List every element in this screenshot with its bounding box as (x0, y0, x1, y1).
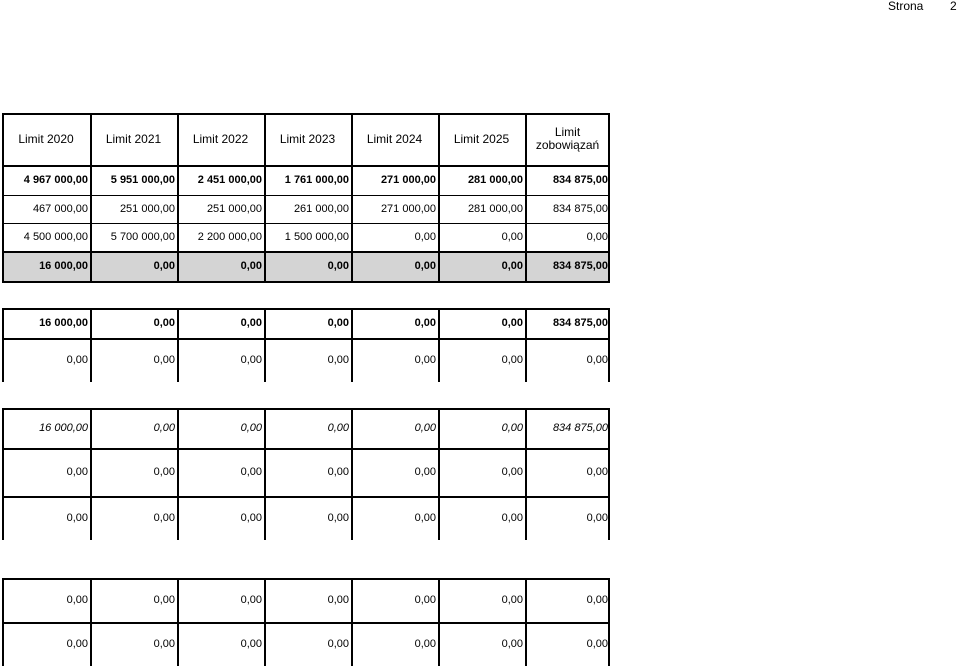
table-cell: 0,00 (327, 594, 349, 606)
table-cell: 834 875,00 (552, 174, 608, 186)
column-divider (90, 113, 92, 281)
table-cell: 0,00 (240, 594, 262, 606)
table-cell: 16 000,00 (39, 260, 88, 272)
table-cell: 0,00 (501, 512, 523, 524)
table-cell: 0,00 (501, 231, 523, 243)
table-cell: 0,00 (501, 260, 523, 272)
table-cell: 261 000,00 (293, 203, 349, 215)
table-cell: 0,00 (586, 638, 608, 650)
row-divider (2, 195, 610, 196)
table-cell: 281 000,00 (467, 174, 523, 186)
row-divider (2, 251, 610, 253)
table-cell: 0,00 (414, 594, 436, 606)
table-cell: 0,00 (414, 638, 436, 650)
table-cell: 0,00 (240, 512, 262, 524)
table-cell: 0,00 (586, 466, 608, 478)
table-cell: 834 875,00 (552, 317, 608, 329)
table-cell: 0,00 (327, 422, 349, 434)
column-divider (351, 113, 353, 281)
table-row (2, 496, 610, 540)
column-divider (438, 113, 440, 281)
column-divider (2, 113, 4, 281)
row-divider (2, 223, 610, 224)
row-divider (2, 448, 610, 450)
column-divider (90, 308, 92, 382)
column-divider (2, 408, 4, 540)
table-cell: 0,00 (414, 231, 436, 243)
column-divider (90, 408, 92, 540)
table-cell: 0,00 (153, 466, 175, 478)
column-divider (608, 308, 610, 382)
table-cell: 0,00 (66, 638, 88, 650)
table-cell: 0,00 (66, 512, 88, 524)
table-cell: 0,00 (153, 317, 175, 329)
table-row (2, 622, 610, 666)
table-cell: 0,00 (501, 354, 523, 366)
table-cell: 251 000,00 (119, 203, 175, 215)
table-cell: 0,00 (66, 594, 88, 606)
table-row (2, 223, 610, 251)
table-cell: 1 500 000,00 (284, 231, 349, 243)
row-divider (2, 622, 610, 624)
column-divider (264, 408, 266, 540)
table-cell: 16 000,00 (39, 317, 88, 329)
table-cell: 271 000,00 (380, 174, 436, 186)
table-header-row (2, 113, 610, 165)
column-header-line: Limit (554, 125, 581, 139)
column-divider (525, 113, 527, 281)
row-divider (2, 165, 610, 167)
row-divider (2, 496, 610, 498)
table-cell: 0,00 (153, 422, 175, 434)
column-divider (177, 408, 179, 540)
column-divider (2, 308, 4, 382)
table-cell: 467 000,00 (32, 203, 88, 215)
row-divider (2, 408, 610, 410)
page-label: Strona (888, 0, 924, 13)
table-cell: 251 000,00 (206, 203, 262, 215)
table-cell: 834 875,00 (552, 203, 608, 215)
column-divider (351, 408, 353, 540)
table-cell: 0,00 (327, 317, 349, 329)
page-number: 2 (950, 0, 957, 13)
column-header: Limit 2021 (105, 132, 162, 146)
table-cell: 0,00 (501, 317, 523, 329)
column-divider (264, 113, 266, 281)
table-cell: 1 761 000,00 (284, 174, 349, 186)
column-divider (177, 113, 179, 281)
table-cell: 0,00 (414, 354, 436, 366)
table-row (2, 165, 610, 195)
table-cell: 4 500 000,00 (23, 231, 88, 243)
column-divider (351, 308, 353, 382)
table-cell: 0,00 (501, 466, 523, 478)
table-cell: 0,00 (153, 512, 175, 524)
table-cell: 0,00 (586, 594, 608, 606)
table-cell: 0,00 (414, 422, 436, 434)
row-divider (2, 308, 610, 310)
table-row (2, 578, 610, 622)
table-cell: 0,00 (586, 512, 608, 524)
table-cell: 16 000,00 (39, 422, 88, 434)
table-cell: 0,00 (327, 638, 349, 650)
table-cell: 834 875,00 (552, 260, 608, 272)
table-cell: 0,00 (586, 231, 608, 243)
table-cell: 271 000,00 (380, 203, 436, 215)
table-cell: 0,00 (153, 354, 175, 366)
table-cell: 0,00 (501, 594, 523, 606)
table-cell: 0,00 (240, 422, 262, 434)
column-divider (608, 408, 610, 540)
table-cell: 834 875,00 (552, 422, 608, 434)
table-cell: 0,00 (327, 354, 349, 366)
table-cell: 2 451 000,00 (197, 174, 262, 186)
table-cell: 0,00 (414, 260, 436, 272)
table-cell: 0,00 (327, 466, 349, 478)
table-cell: 5 700 000,00 (110, 231, 175, 243)
column-header: Limit 2020 (18, 132, 74, 146)
column-divider (525, 408, 527, 540)
column-header: Limit 2023 (279, 132, 336, 146)
column-header (525, 113, 610, 165)
column-header: Limit 2022 (192, 132, 249, 146)
table-cell: 0,00 (240, 638, 262, 650)
table-row (2, 195, 610, 223)
table-cell: 4 967 000,00 (23, 174, 88, 186)
table-cell: 281 000,00 (467, 203, 523, 215)
table-cell: 0,00 (501, 422, 523, 434)
table-cell: 0,00 (414, 317, 436, 329)
table-cell: 0,00 (240, 317, 262, 329)
table-cell: 0,00 (240, 260, 262, 272)
table-cell: 0,00 (66, 466, 88, 478)
row-divider (2, 578, 610, 580)
table-cell: 0,00 (153, 260, 175, 272)
table-row (2, 308, 610, 338)
table-cell: 0,00 (414, 466, 436, 478)
table-cell: 0,00 (586, 354, 608, 366)
column-divider (264, 308, 266, 382)
table-cell: 0,00 (240, 466, 262, 478)
table-cell: 0,00 (66, 354, 88, 366)
table-cell: 0,00 (414, 512, 436, 524)
row-divider (2, 338, 610, 340)
column-divider (438, 408, 440, 540)
column-divider (525, 308, 527, 382)
table-row (2, 251, 610, 281)
column-divider (177, 308, 179, 382)
column-header: Limit 2024 (366, 132, 423, 146)
table-cell: 0,00 (153, 638, 175, 650)
row-divider (2, 281, 610, 283)
column-divider (608, 113, 610, 281)
table-cell: 0,00 (240, 354, 262, 366)
column-divider (438, 308, 440, 382)
column-header-line: zobowiązań (535, 138, 600, 152)
table-cell: 0,00 (327, 260, 349, 272)
table-row (2, 338, 610, 382)
table-cell: 0,00 (327, 512, 349, 524)
table-cell: 5 951 000,00 (110, 174, 175, 186)
table-row (2, 448, 610, 496)
table-cell: 0,00 (153, 594, 175, 606)
row-divider (2, 113, 610, 115)
table-cell: 2 200 000,00 (197, 231, 262, 243)
column-header: Limit 2025 (453, 132, 510, 146)
page-header (0, 0, 960, 12)
table-row (2, 408, 610, 448)
table-cell: 0,00 (501, 638, 523, 650)
